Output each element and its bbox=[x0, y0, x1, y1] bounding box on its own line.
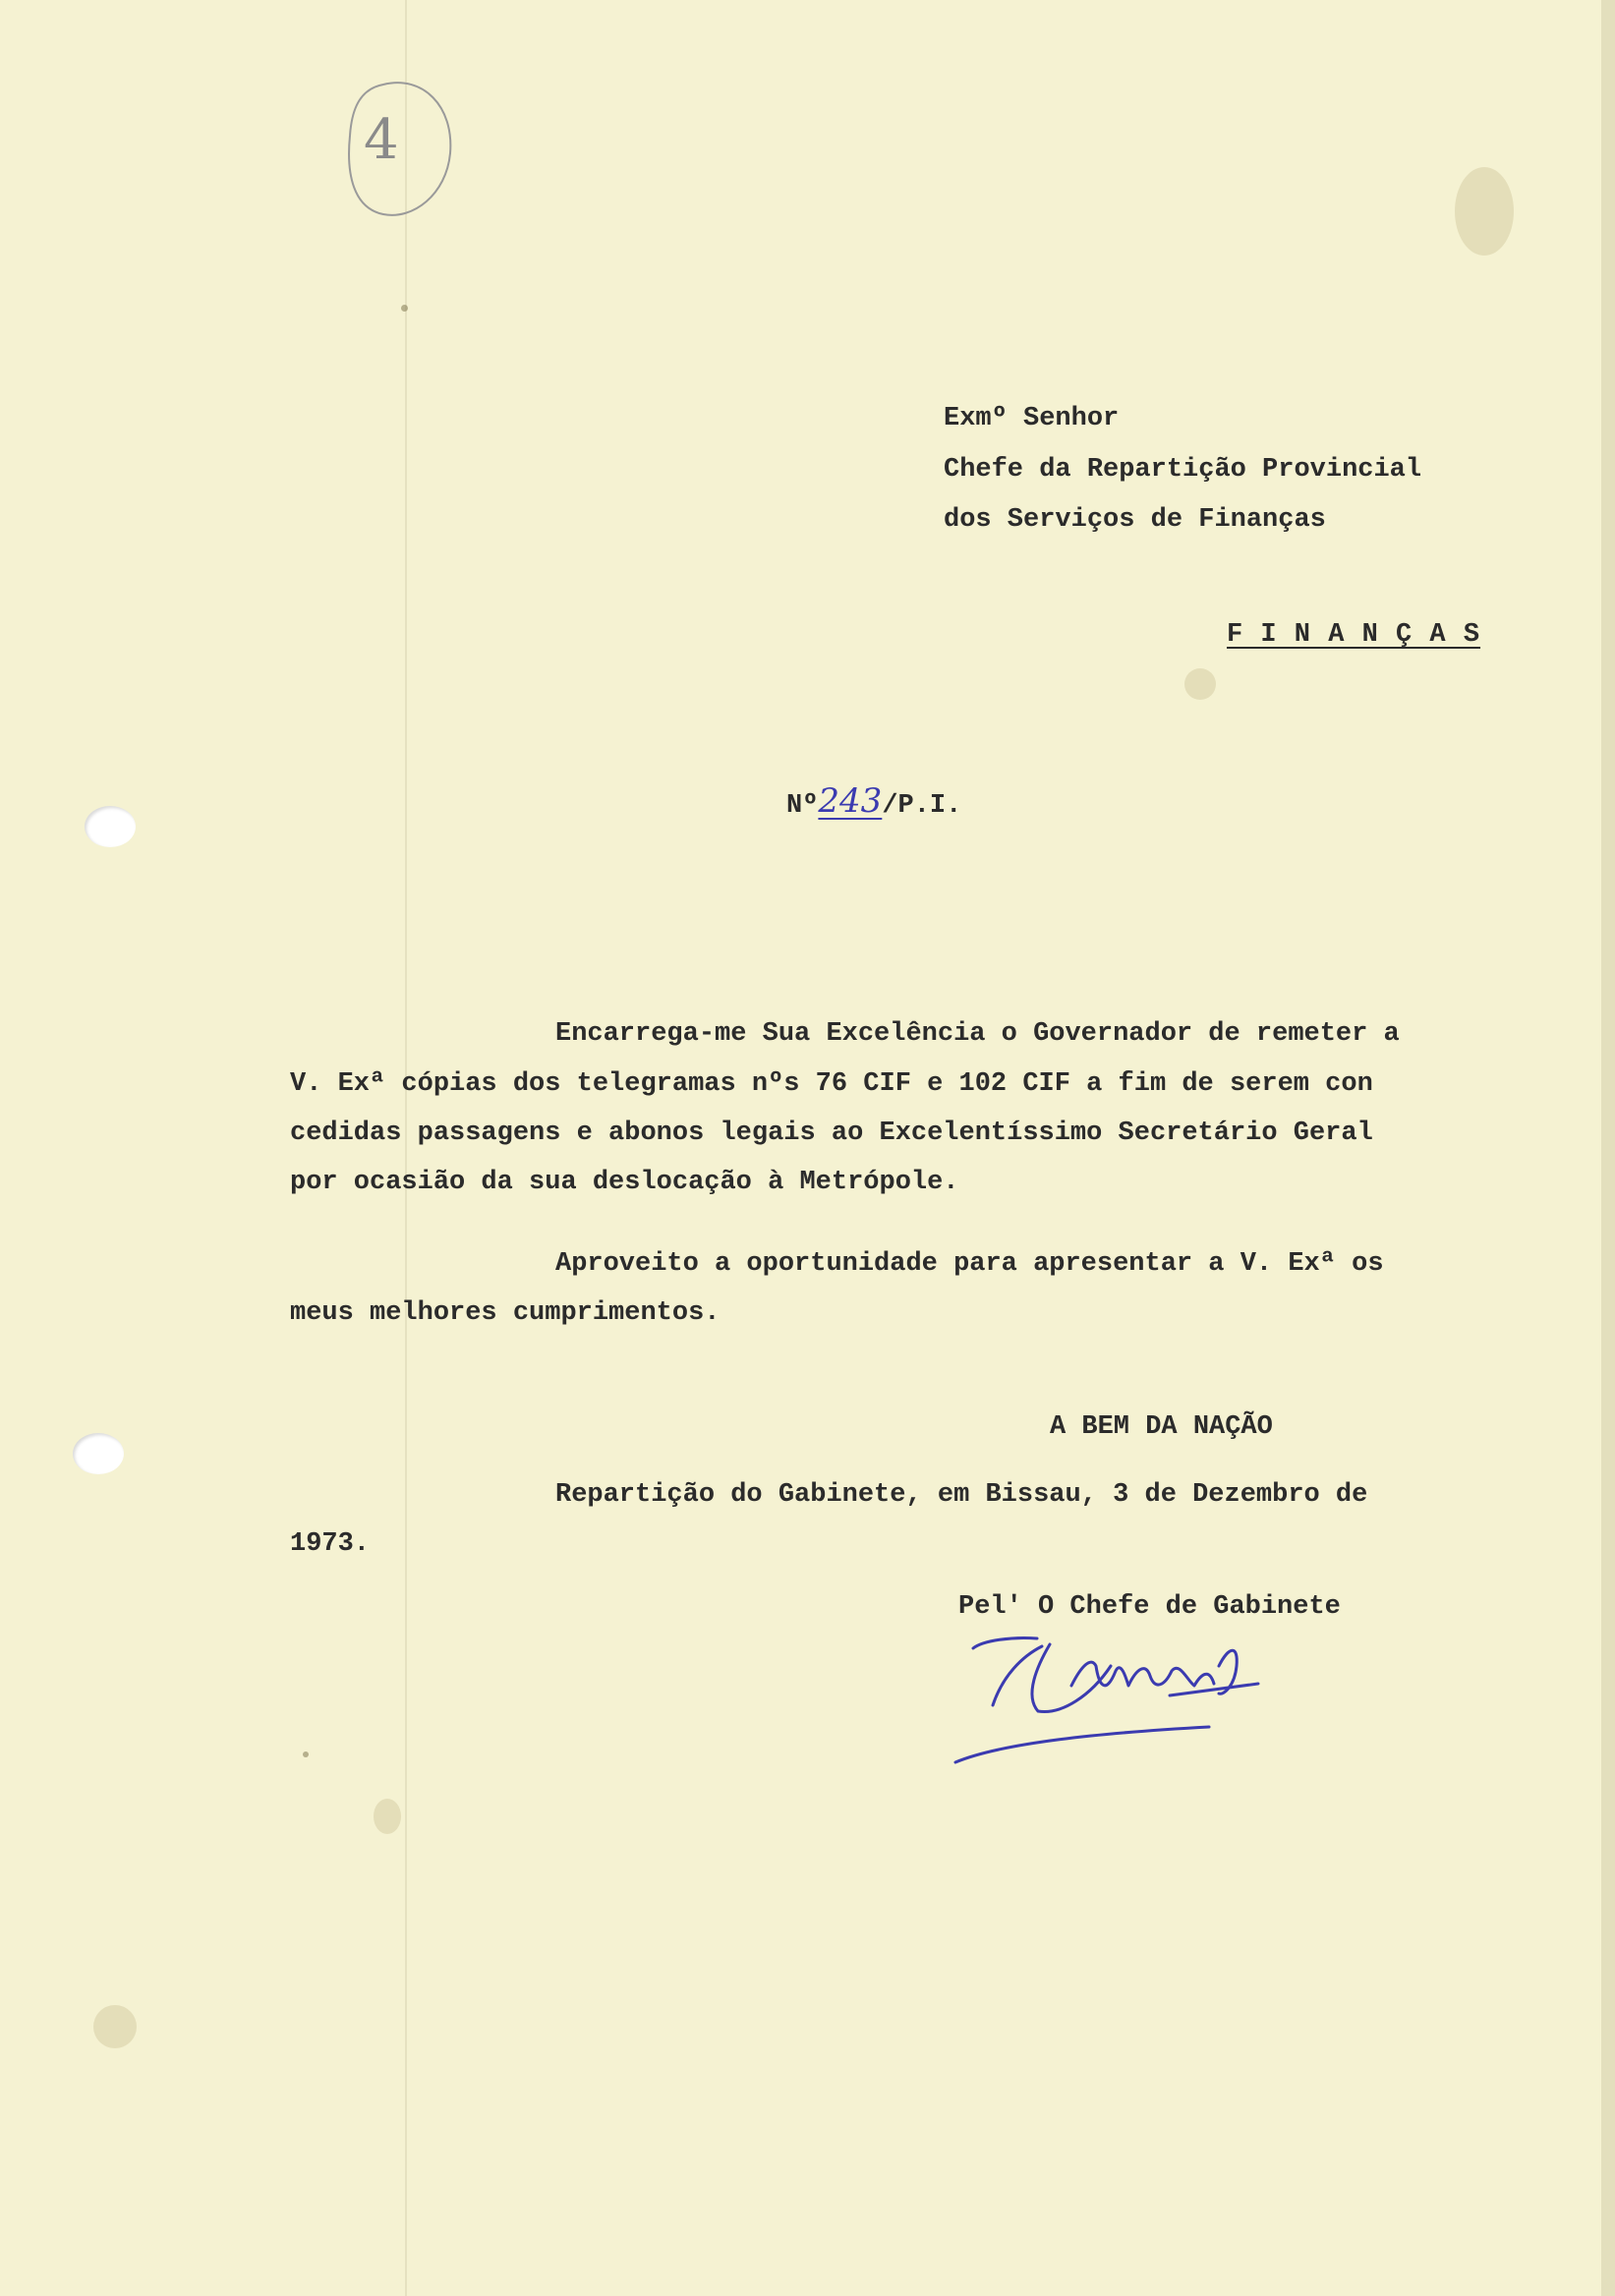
body-paragraph-2-line-1: Aproveito a oportunidade para apresentar a V. Exª os bbox=[555, 1249, 1384, 1279]
paper-stain bbox=[1455, 167, 1514, 256]
addressee-line-2: Chefe da Repartição Provincial bbox=[944, 455, 1422, 485]
addressee-line-1: Exmº Senhor bbox=[944, 404, 1120, 433]
paper-stain bbox=[93, 2005, 137, 2048]
punch-hole-top bbox=[85, 806, 136, 847]
reference-number bbox=[786, 781, 962, 821]
paper-stain bbox=[374, 1799, 401, 1834]
paper-spot bbox=[303, 1751, 309, 1757]
paper-spot bbox=[401, 305, 408, 312]
closing-motto: A BEM DA NAÇÃO bbox=[1050, 1412, 1273, 1442]
department-heading: F I N A N Ç A S bbox=[1227, 620, 1481, 650]
body-paragraph-2-line-2: meus melhores cumprimentos. bbox=[290, 1298, 721, 1328]
paper-stain bbox=[1184, 668, 1216, 700]
body-paragraph-1-line-2: V. Exª cópias dos telegramas nºs 76 CIF e 102 CIF a fim de serem con bbox=[290, 1069, 1373, 1099]
handwritten-signature bbox=[944, 1627, 1317, 1774]
reference-handwritten-number: 243 bbox=[818, 781, 883, 821]
punch-hole-bottom bbox=[73, 1433, 124, 1474]
body-paragraph-1-line-4: por ocasião da sua deslocação à Metrópole. bbox=[290, 1168, 959, 1197]
place-date-line-1: Repartição do Gabinete, em Bissau, 3 de Dezembro de bbox=[555, 1480, 1368, 1510]
archive-number: 4 bbox=[364, 108, 399, 172]
paper-fold bbox=[405, 0, 407, 2296]
body-paragraph-1-line-3: cedidas passagens e abonos legais ao Excelentíssimo Secretário Geral bbox=[290, 1119, 1373, 1148]
place-date-line-2: 1973. bbox=[290, 1529, 371, 1559]
reference-prefix: Nº bbox=[786, 791, 819, 821]
addressee-line-3: dos Serviços de Finanças bbox=[944, 505, 1326, 535]
signatory-title: Pel' O Chefe de Gabinete bbox=[958, 1592, 1341, 1622]
reference-suffix: /P.I. bbox=[882, 791, 962, 821]
archive-number-circle bbox=[344, 77, 454, 222]
body-paragraph-1-line-1: Encarrega-me Sua Excelência o Governador de remeter a bbox=[555, 1019, 1400, 1049]
paper-edge bbox=[1601, 0, 1615, 2296]
